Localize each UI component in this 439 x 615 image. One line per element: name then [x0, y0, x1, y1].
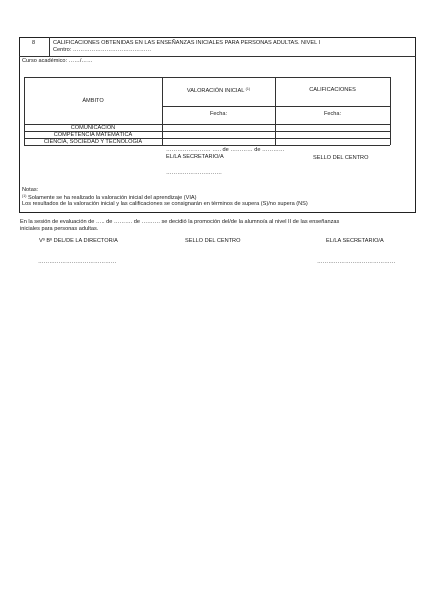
director-signature-dots: …………………………………… [38, 259, 117, 265]
ambito-header: ÁMBITO [82, 98, 104, 104]
curso-academico: Curso académico: ……/…… [22, 58, 93, 64]
centro-field: Centro: …………………………………… [53, 47, 152, 53]
valoracion-fecha: Fecha: [209, 111, 228, 117]
valoracion-header-label: VALORACIÓN INICIAL [186, 88, 245, 94]
valoracion-footnote-mark: (1) [245, 87, 251, 91]
table-top-border [24, 77, 390, 78]
secretary-signature-dots: ………………………… [166, 170, 222, 176]
notes-title: Notas: [22, 187, 39, 193]
secretary-signature-dots-2: …………………………………… [317, 259, 396, 265]
director-vb-label: Vº Bº DEL/DE LA DIRECTOR/A [39, 238, 118, 244]
session-line-1: En la sesión de evaluación de ….. de ………. de ………. se decidió la promoción del/de la alumno/a al nivel II de las enseñanzas [20, 219, 340, 225]
session-line-2: iniciales para personas adultas. [20, 226, 99, 232]
row-ciencia-sociedad-tecnologia: CIENCIA, SOCIEDAD Y TECNOLOGÍA [43, 138, 143, 145]
note-2: Los resultados de la valoración inicial y las calificaciones se consignarán en términos de supera (S)/no supera (NS) [22, 201, 308, 207]
secretary-label: EL/LA SECRETARIO/A [166, 154, 224, 160]
row-competencia-matematica: COMPETENCIA MATEMÁTICA [53, 131, 133, 138]
session-secretary-label: EL/LA SECRETARIO/A [326, 238, 384, 244]
section-title: CALIFICACIONES OBTENIDAS EN LAS ENSEÑANZAS INICIALES PARA PERSONAS ADULTAS. NIVEL I [53, 40, 321, 46]
note-1-mark: (1) [22, 194, 27, 198]
note-1-text: Solamente se ha realizado la valoración inicial del aprendizaje (VIA) [27, 195, 197, 201]
table-subheader-border [162, 106, 390, 107]
date-line: …………………… ….. de ………… de ………… [166, 147, 285, 153]
header-divider [19, 56, 416, 57]
header-number-divider [49, 37, 50, 56]
calificaciones-header: CALIFICACIONES [309, 87, 356, 93]
table-right-border [390, 77, 391, 145]
seal-label: SELLO DEL CENTRO [313, 155, 369, 161]
row-comunicacion: COMUNICACIÓN [70, 124, 116, 131]
valoracion-header [162, 87, 275, 94]
table-bottom-border [24, 145, 390, 146]
session-seal-label: SELLO DEL CENTRO [185, 238, 241, 244]
section-number: 8 [32, 40, 36, 46]
calificaciones-fecha: Fecha: [323, 111, 342, 117]
